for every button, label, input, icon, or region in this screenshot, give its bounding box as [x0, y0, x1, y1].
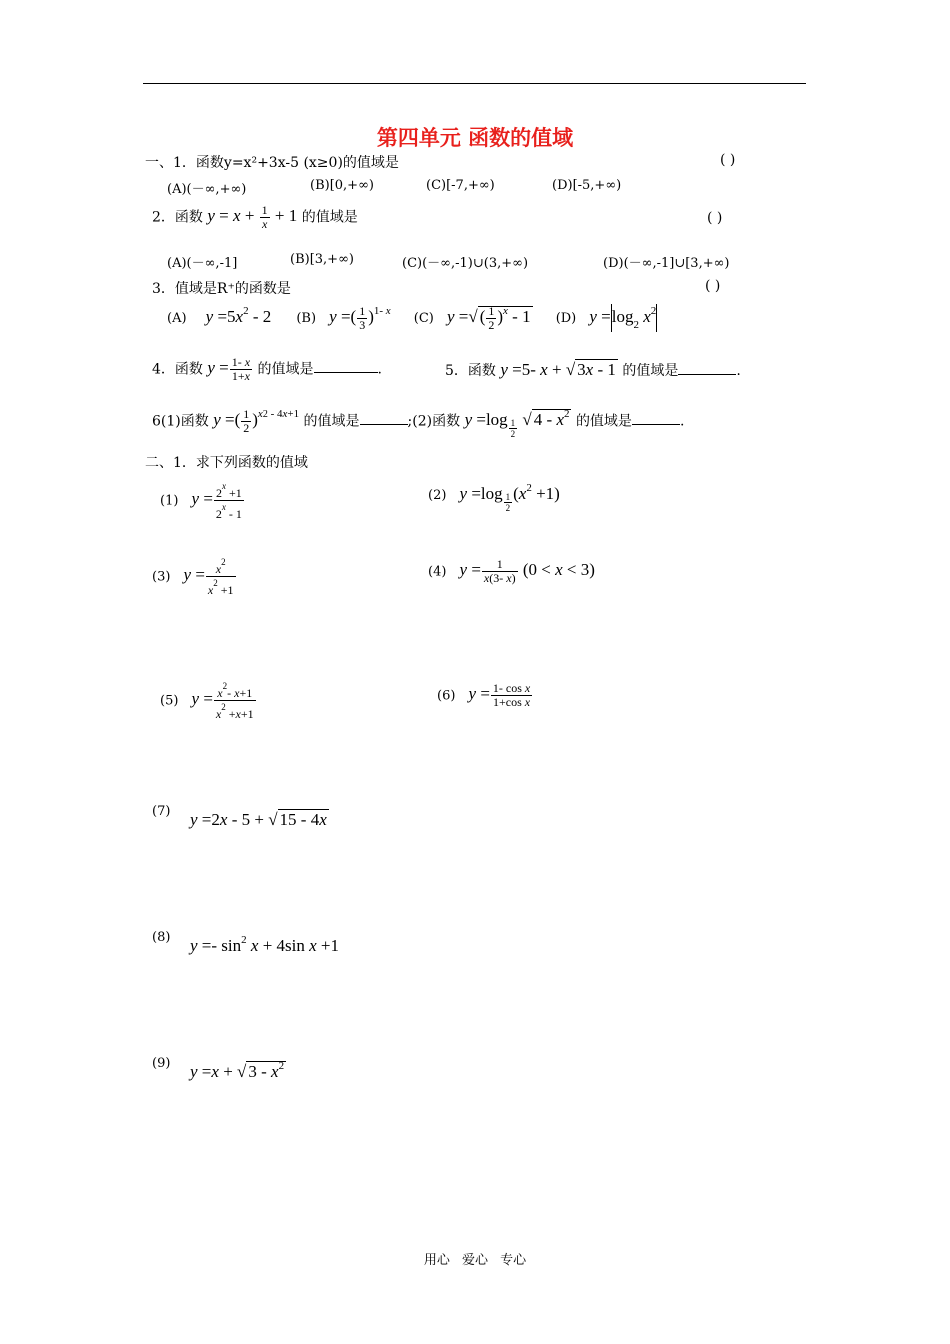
problem-8-label: (8) [152, 930, 171, 945]
q6-answer-blank-2 [632, 412, 680, 425]
q2-answer-bracket: ( ) [707, 210, 723, 226]
q6-formula-1: y =( $\frac{1}{2}$ )$^{x2 - 4x+1}$ [213, 407, 300, 435]
q6-suffix-2: 的值域是 [575, 413, 632, 430]
problem-8-formula: $y =- \sin^2 x + 4\sin$ x +1 [190, 934, 340, 955]
q3-label-a: (A) [167, 310, 187, 326]
q2-option-c: (C)(－∞,-1)∪(3,+∞) [402, 256, 529, 271]
q5-formula: y =5- x + √ 3x - 1 [500, 360, 616, 379]
q6-end: . [679, 413, 685, 430]
problem-4-label: (4) [428, 564, 447, 580]
q3-options [167, 304, 657, 340]
q3-option-c-formula: y =√ ( $\frac{1}{2}$ )$^x$ - 1 [446, 303, 531, 332]
q3-option-b-formula: y =( $\frac{1}{3}$ )$^{1- x}$ [329, 303, 391, 332]
q3-option-d-formula: $y =\log_2$ $x^2$ [589, 304, 657, 331]
q2-option-d: (D)(－∞,-1]∪[3,+∞) [603, 256, 730, 271]
q1-prefix: 一、1．函数 [145, 155, 224, 171]
q2-option-b: (B)[3,+∞) [290, 252, 354, 267]
q1-option-a: (A)(－∞,+∞) [167, 182, 247, 197]
part2-heading: 二、1．求下列函数的值域 [145, 455, 308, 471]
problem-5-label: (5) [160, 693, 179, 709]
problem-3-formula: y = $\frac{x^2}{x^2 +1}$ [183, 557, 234, 597]
problem-9-label: (9) [152, 1056, 171, 1071]
problem-9-formula: y =x + √ $3 - x^2$ [190, 1060, 285, 1081]
page-footer: 用心 爱心 专心 [423, 1253, 527, 1268]
q2-prefix: 2．函数 [152, 209, 203, 226]
q6-formula-2: y =log $_{\frac{1}{2}}$ √ $4 - x^2$ [464, 408, 570, 440]
problem-6-label: (6) [437, 688, 456, 704]
question-5 [445, 360, 741, 380]
q6-separator: ;(2)函数 [407, 413, 461, 430]
problem-6 [437, 682, 533, 709]
q3-option-a-formula: $y =5x^2 - 2$ [205, 304, 272, 326]
q3-label-d: (D) [555, 310, 577, 326]
problem-7-label: (7) [152, 804, 171, 819]
q5-suffix: 的值域是 [622, 363, 679, 379]
q1-option-c: (C)[-7,+∞) [426, 178, 495, 193]
problem-4-formula: y = $\frac{1}{x(3- x)}$ (0 < x < 3) [459, 557, 595, 585]
q6-answer-blank-1 [360, 412, 408, 425]
problem-3-label: (3) [152, 569, 171, 585]
q4-formula: y = $\frac{1- x}{1+x}$ [207, 355, 251, 383]
q4-prefix: 4．函数 [152, 361, 203, 378]
q5-end: . [736, 363, 741, 379]
header-rule [143, 83, 806, 84]
problem-4 [428, 558, 595, 585]
problem-6-formula: y = $\frac{\text{1- cos x}}{\text{1+cos x}}$ [468, 681, 531, 709]
problem-5 [160, 680, 257, 721]
problem-2-label: (2) [428, 488, 447, 503]
problem-2-formula: y =log $_{\frac{1}{2}}$ $(x^2 +1)$ [459, 482, 560, 513]
question-6 [152, 408, 684, 439]
problem-1 [160, 480, 245, 521]
q3-label-b: (B) [296, 310, 317, 326]
q4-suffix: 的值域是 [257, 361, 314, 378]
q1-option-b: (B)[0,+∞) [310, 178, 374, 193]
question-1 [145, 152, 399, 172]
problem-1-formula: y = $\frac{2^x +1}{2^x - 1}$ [191, 481, 242, 521]
question-4 [152, 356, 382, 383]
problem-1-label: (1) [160, 493, 179, 509]
q5-answer-blank [678, 362, 736, 375]
q2-option-a: (A)(－∞,-1] [167, 256, 238, 271]
q6-suffix-1: 的值域是 [303, 413, 360, 430]
q1-expr: y=x²+3x-5 (x≥0) [223, 155, 343, 171]
q2-formula: y = x + $\frac{1}{x}$ + 1 [207, 203, 298, 231]
problem-2 [428, 482, 560, 513]
q1-suffix: 的值域是 [342, 155, 399, 171]
page-title: 第四单元 函数的值域 [376, 125, 574, 150]
q4-end: . [377, 361, 382, 378]
problem-7-formula: y =2x - 5 + √ 15 - 4x [190, 810, 327, 829]
problem-5-formula: y = $\frac{x^2- x+1}{x^2 +x+1}$ [191, 681, 254, 721]
q3-answer-bracket: ( ) [705, 278, 721, 294]
question-2 [152, 204, 358, 231]
problem-3 [152, 556, 237, 597]
q3-label-c: (C) [413, 310, 434, 326]
q1-option-d: (D)[-5,+∞) [552, 178, 622, 193]
q5-prefix: 5．函数 [445, 363, 496, 379]
question-3: 3．值域是R⁺的函数是 [152, 281, 291, 297]
q2-suffix: 的值域是 [301, 209, 358, 226]
q4-answer-blank [314, 360, 378, 373]
q1-answer-bracket: ( ) [720, 152, 736, 168]
q6-prefix: 6(1)函数 [152, 413, 209, 430]
